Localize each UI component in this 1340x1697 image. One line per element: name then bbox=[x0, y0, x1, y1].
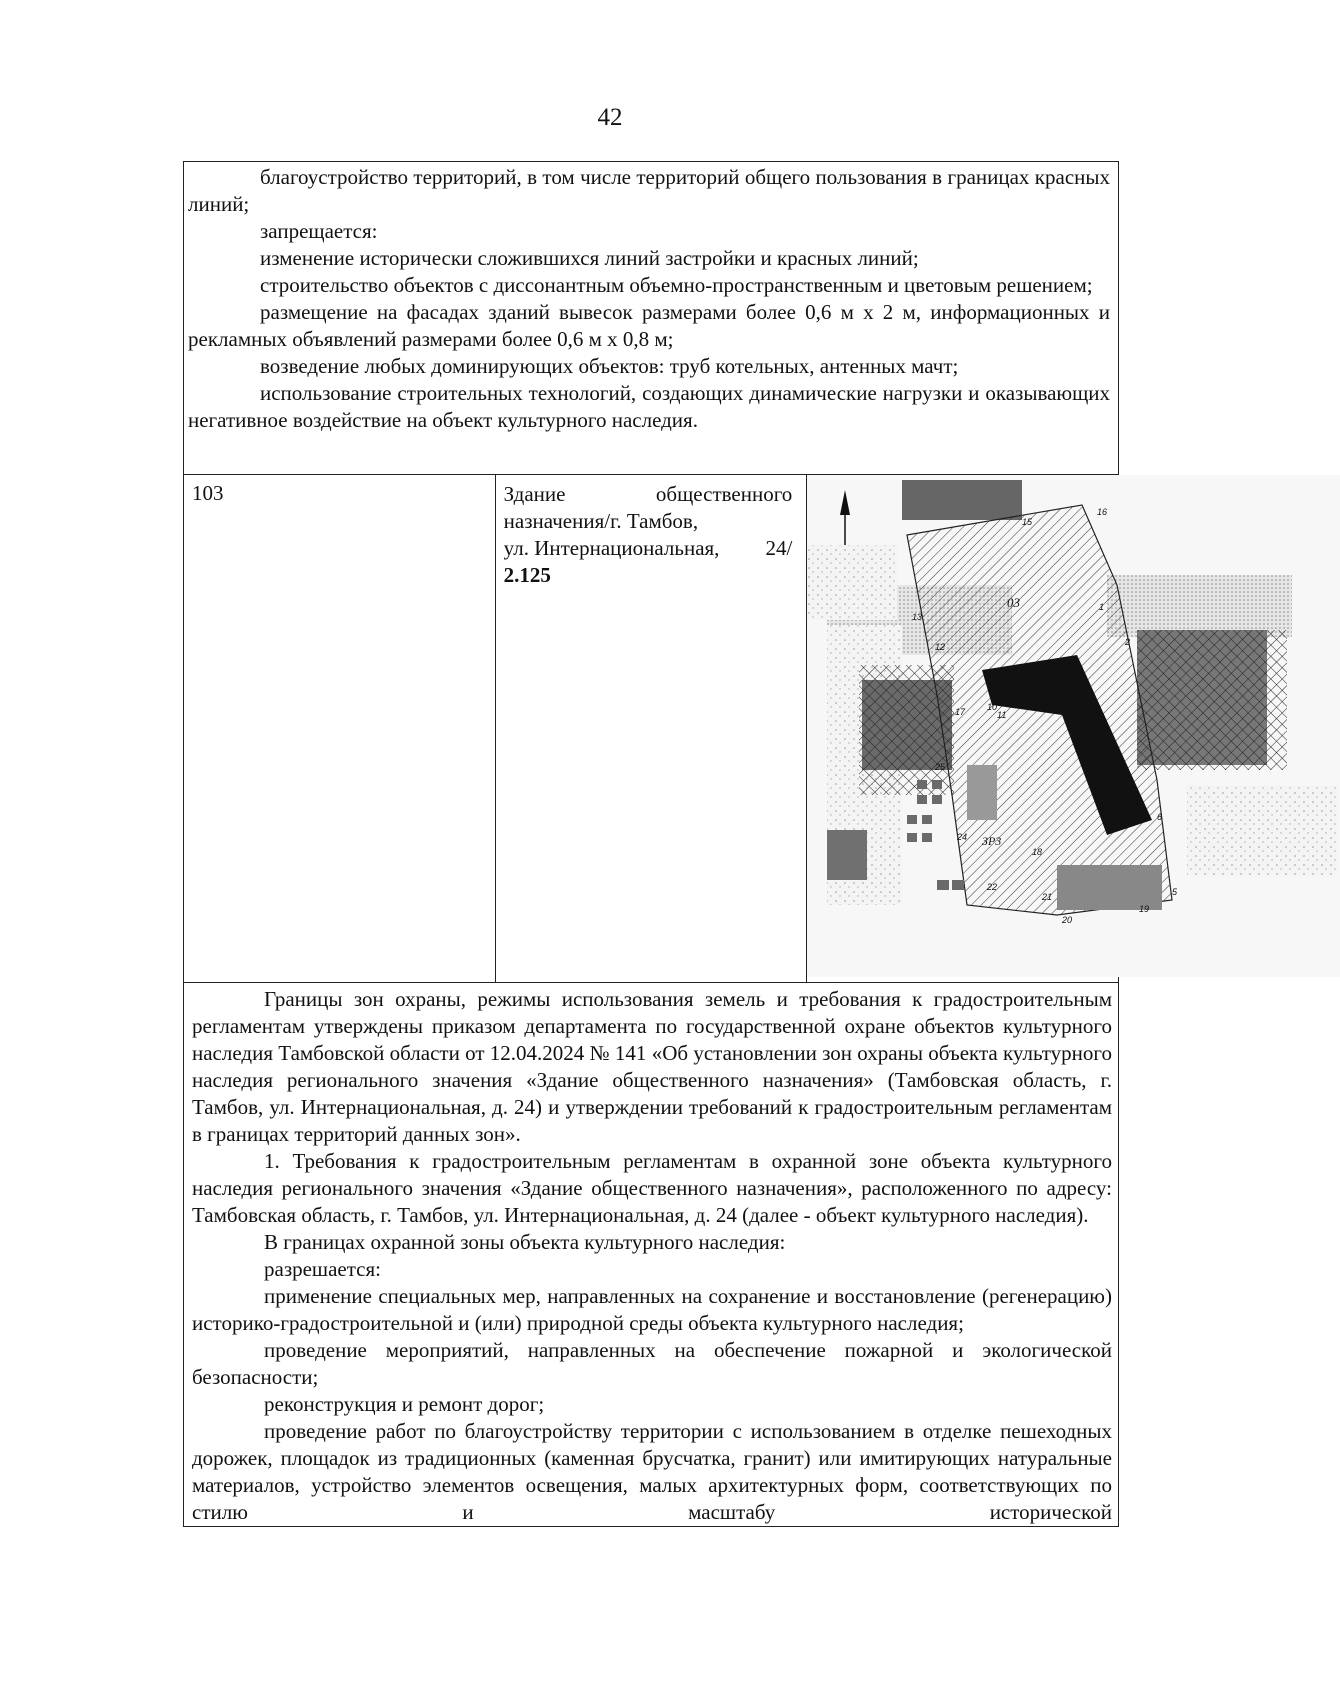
object-name-part: ул. Интернациональная, bbox=[503, 536, 720, 560]
paragraph: изменение исторически сложившихся линий застройки и красных линий; bbox=[260, 246, 919, 270]
object-name-part: 24/ bbox=[765, 536, 793, 560]
map-street bbox=[1107, 575, 1292, 637]
map-cell bbox=[807, 475, 1178, 983]
requirements-cell bbox=[184, 983, 1119, 1527]
table-row-103 bbox=[184, 475, 1119, 983]
map-point-label: 20 bbox=[1062, 915, 1073, 925]
map-point-label: 12 bbox=[935, 642, 946, 652]
map-point-label: 18 bbox=[1032, 847, 1043, 857]
map-point-label: 19 bbox=[1139, 904, 1150, 914]
paragraph: разрешается: bbox=[264, 1257, 381, 1281]
object-name-cell bbox=[495, 475, 807, 983]
map-building bbox=[967, 765, 997, 820]
paragraph: В границах охранной зоны объекта культурного наследия: bbox=[264, 1230, 786, 1254]
map-point-label: 10 bbox=[987, 702, 998, 712]
object-code: 2.125 bbox=[503, 563, 551, 587]
paragraph: Границы зон охраны, режимы использования земель и требования к градостроительным регламентам утверждены приказом департамента по государственной охране объектов культурного наследия Тамбовской области от 12.04.2024 № 141 «Об установлении зон охраны объекта культурного наследия регионального значения «Здание общественного назначения» (Тамбовская область, г. Тамбов, ул. Интернациональная, д. 24) и утверждении требований к градостроительным регламентам в границах территорий данных зон». bbox=[192, 987, 1112, 1146]
map-point-label: 13 bbox=[912, 612, 923, 622]
paragraph: запрещается: bbox=[260, 219, 378, 243]
document-table bbox=[183, 161, 1178, 1527]
map-protection-zone bbox=[1137, 630, 1287, 770]
paragraph: реконструкция и ремонт дорог; bbox=[264, 1392, 545, 1416]
map-point-label: 6 bbox=[1157, 812, 1163, 822]
map-zone-label: ЗР3 bbox=[982, 834, 1002, 848]
map-point-label: 2 bbox=[1125, 637, 1131, 647]
table-row-continuation bbox=[184, 162, 1119, 475]
map-point-label: 16 bbox=[1097, 507, 1108, 517]
map-street bbox=[807, 545, 897, 620]
object-name-part: общественного bbox=[655, 482, 793, 506]
paragraph: проведение мероприятий, направленных на обеспечение пожарной и экологической безопасности; bbox=[192, 1338, 1112, 1389]
map-point-label: 25 bbox=[935, 762, 946, 772]
map-point-label: 21 bbox=[1042, 892, 1053, 902]
table-row-requirements bbox=[184, 983, 1119, 1527]
paragraph: использование строительных технологий, создающих динамические нагрузки и оказывающих негативное воздействие на объект культурного наследия. bbox=[188, 381, 1110, 432]
map-point-label: 24 bbox=[957, 832, 968, 842]
continuation-cell bbox=[184, 162, 1119, 475]
map-point-label: 5 bbox=[1172, 887, 1178, 897]
map-street bbox=[1187, 785, 1337, 875]
row-number: 103 bbox=[184, 475, 496, 983]
paragraph: возведение любых доминирующих объектов: труб котельных, антенных мачт; bbox=[260, 354, 959, 378]
object-name-part: Здание bbox=[503, 482, 566, 506]
paragraph: проведение работ по благоустройству территории с использованием в отделке пешеходных дорожек, площадок из традиционных (каменная брусчатка, гранит) или имитирующих натуральные материалов, устройство элементов освещения, малых архитектурных форм, соответствующих по стилю и масштабу исторической bbox=[192, 1419, 1112, 1524]
map-point-label: 11 bbox=[997, 710, 1007, 720]
paragraph: благоустройство территорий, в том числе территорий общего пользования в границах красных линий; bbox=[188, 165, 1110, 216]
page-number: 42 bbox=[597, 104, 623, 131]
paragraph: размещение на фасадах зданий вывесок размерами более 0,6 м х 2 м, информационных и рекламных объявлений размерами более 0,6 м х 0,8 м; bbox=[188, 300, 1110, 351]
map-building bbox=[827, 830, 867, 880]
map-point-label: 15 bbox=[1022, 517, 1033, 527]
object-name-part: назначения/г. Тамбов, bbox=[503, 509, 699, 533]
paragraph: применение специальных мер, направленных на сохранение и восстановление (регенерацию) историко-градостроительной и (или) природной среды объекта культурного наследия; bbox=[192, 1284, 1112, 1335]
map-zone-label: 03 bbox=[1007, 595, 1021, 610]
map-building bbox=[902, 480, 1022, 520]
paragraph: 1. Требования к градостроительным регламентам в охранной зоне объекта культурного наследия регионального значения «Здание общественного назначения», расположенного по адресу: Тамбовская область, г. Тамбов, ул. Интернациональная, д. 24 (далее - объект культурного наследия). bbox=[192, 1149, 1112, 1227]
map-point-label: 1 bbox=[1099, 602, 1105, 612]
site-map bbox=[807, 475, 1340, 977]
map-point-label: 17 bbox=[955, 707, 966, 717]
paragraph: строительство объектов с диссонантным объемно-пространственным и цветовым решением; bbox=[260, 273, 1093, 297]
map-point-label: 22 bbox=[987, 882, 998, 892]
